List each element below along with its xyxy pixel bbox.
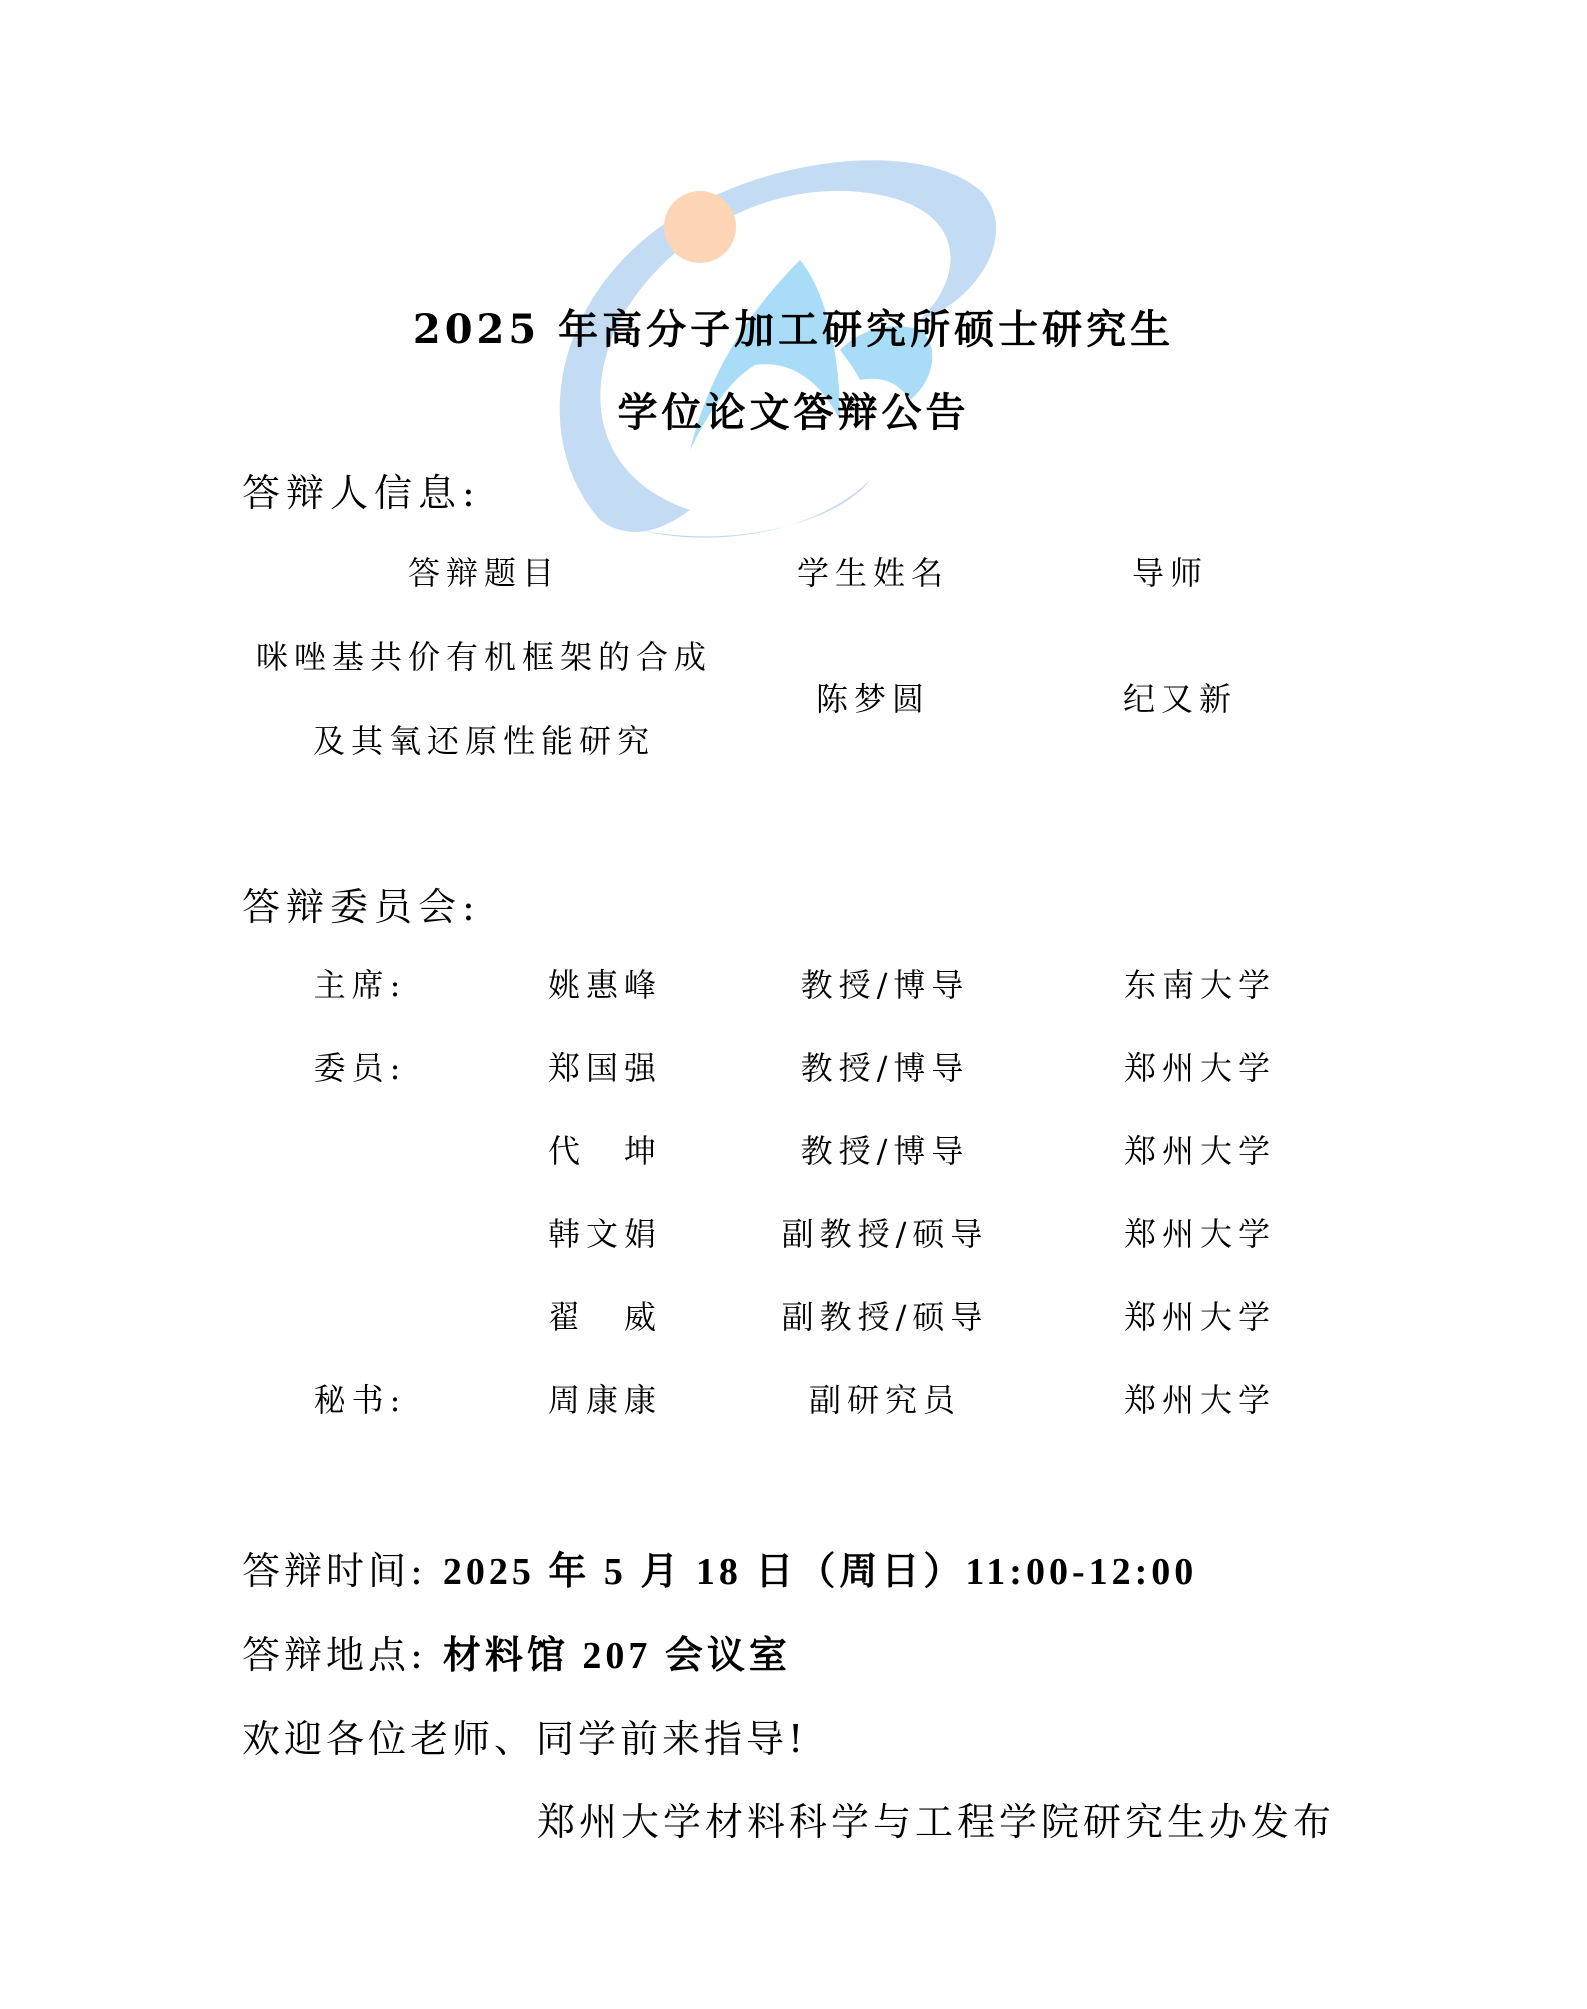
committee-name: 代 坤 bbox=[547, 1132, 662, 1170]
committee-role: 秘书: bbox=[313, 1381, 407, 1419]
defense-time-label: 答辩时间: bbox=[242, 1549, 427, 1593]
committee-affiliation: 郑州大学 bbox=[1123, 1298, 1276, 1336]
committee-name: 翟 威 bbox=[547, 1298, 662, 1336]
publisher-signature: 郑州大学材料科学与工程学院研究生办发布 bbox=[537, 1800, 1336, 1844]
student-name: 陈梦圆 bbox=[815, 680, 930, 718]
committee-affiliation: 郑州大学 bbox=[1123, 1215, 1276, 1253]
title-line-2: 学位论文答辩公告 bbox=[617, 389, 970, 436]
defense-time-line bbox=[242, 1540, 1197, 1595]
committee-role: 委员: bbox=[313, 1049, 407, 1087]
committee-affiliation: 郑州大学 bbox=[1123, 1381, 1276, 1419]
candidate-section-heading: 答辩人信息: bbox=[242, 471, 481, 515]
committee-name: 韩文娟 bbox=[547, 1215, 662, 1253]
committee-title: 教授/博导 bbox=[800, 1132, 970, 1170]
committee-title: 教授/博导 bbox=[800, 1049, 970, 1087]
logo-sun bbox=[664, 191, 736, 263]
defense-time-value: 2025 年 5 月 18 日（周日）11:00-12:00 bbox=[442, 1551, 1198, 1593]
committee-name: 姚惠峰 bbox=[547, 966, 662, 1004]
thesis-title-line-2: 及其氧还原性能研究 bbox=[312, 722, 655, 760]
committee-affiliation: 郑州大学 bbox=[1123, 1132, 1276, 1170]
committee-affiliation: 东南大学 bbox=[1123, 966, 1276, 1004]
committee-title: 副教授/硕导 bbox=[781, 1298, 989, 1336]
committee-name: 郑国强 bbox=[547, 1049, 662, 1087]
committee-role: 主席: bbox=[313, 966, 407, 1004]
committee-name: 周康康 bbox=[547, 1381, 662, 1419]
welcome-text: 欢迎各位老师、同学前来指导! bbox=[242, 1717, 808, 1761]
committee-title: 副研究员 bbox=[808, 1381, 961, 1419]
committee-section-heading: 答辩委员会: bbox=[242, 885, 481, 929]
advisor-name: 纪又新 bbox=[1122, 680, 1237, 718]
committee-affiliation: 郑州大学 bbox=[1123, 1049, 1276, 1087]
defense-place-line bbox=[242, 1624, 791, 1679]
column-header-advisor: 导师 bbox=[1131, 554, 1208, 592]
column-header-thesis-title: 答辩题目 bbox=[407, 554, 560, 592]
title-line-1: 2025 年高分子加工研究所硕士研究生 bbox=[412, 306, 1175, 353]
defense-place-label: 答辩地点: bbox=[242, 1633, 427, 1677]
thesis-title-line-1: 咪唑基共价有机框架的合成 bbox=[255, 638, 712, 676]
committee-title: 教授/博导 bbox=[800, 966, 970, 1004]
column-header-student-name: 学生姓名 bbox=[796, 554, 949, 592]
committee-title: 副教授/硕导 bbox=[781, 1215, 989, 1253]
defense-place-value: 材料馆 207 会议室 bbox=[442, 1635, 791, 1677]
